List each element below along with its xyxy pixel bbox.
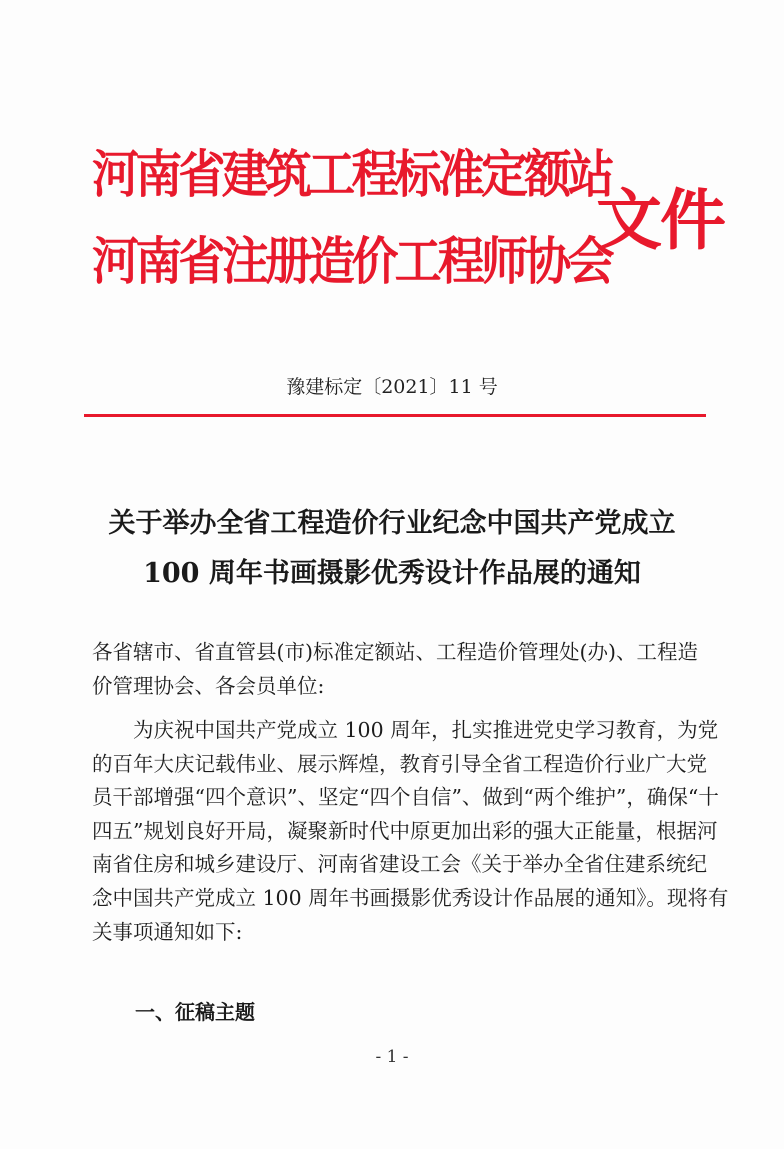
- section-heading: 一、征稿主题: [135, 1000, 255, 1024]
- issuer-line-2: 河南省注册造价工程师协会: [92, 233, 611, 292]
- paragraph-line: 四五”规划良好开局，凝聚新时代中原更加出彩的强大正能量，根据河: [92, 818, 718, 843]
- addressee-line: 价管理协会、各会员单位:: [92, 673, 325, 698]
- paragraph-line: 为庆祝中国共产党成立 100 周年，扎实推进党史学习教育，为党: [133, 718, 719, 742]
- document-number: 豫建标定〔2021〕11 号: [286, 376, 498, 398]
- paragraph-line: 的百年大庆记载伟业、展示辉煌，教育引导全省工程造价行业广大党: [92, 751, 707, 776]
- addressee-line: 各省辖市、省直管县(市)标准定额站、工程造价管理处(办)、工程造: [92, 640, 698, 664]
- paragraph-line: 关事项通知如下:: [92, 919, 243, 944]
- paragraph-line: 员干部增强“四个意识”、坚定“四个自信”、做到“两个维护”，确保“十: [92, 785, 719, 810]
- page-number: - 1 -: [375, 1047, 409, 1067]
- addressee-block: [92, 636, 732, 703]
- body-paragraph: [92, 714, 732, 949]
- document-type-label: 文件: [596, 182, 724, 259]
- notice-title-line-1: 关于举办全省工程造价行业纪念中国共产党成立: [108, 508, 676, 539]
- paragraph-line: 南省住房和城乡建设厅、河南省建设工会《关于举办全省住建系统纪: [92, 852, 707, 877]
- notice-title-line-2: 100 周年书画摄影优秀设计作品展的通知: [143, 558, 641, 589]
- red-divider: [84, 414, 706, 417]
- issuer-line-1: 河南省建筑工程标准定额站: [92, 146, 611, 205]
- paragraph-line: 念中国共产党成立 100 周年书画摄影优秀设计作品展的通知》。现将有: [92, 885, 729, 910]
